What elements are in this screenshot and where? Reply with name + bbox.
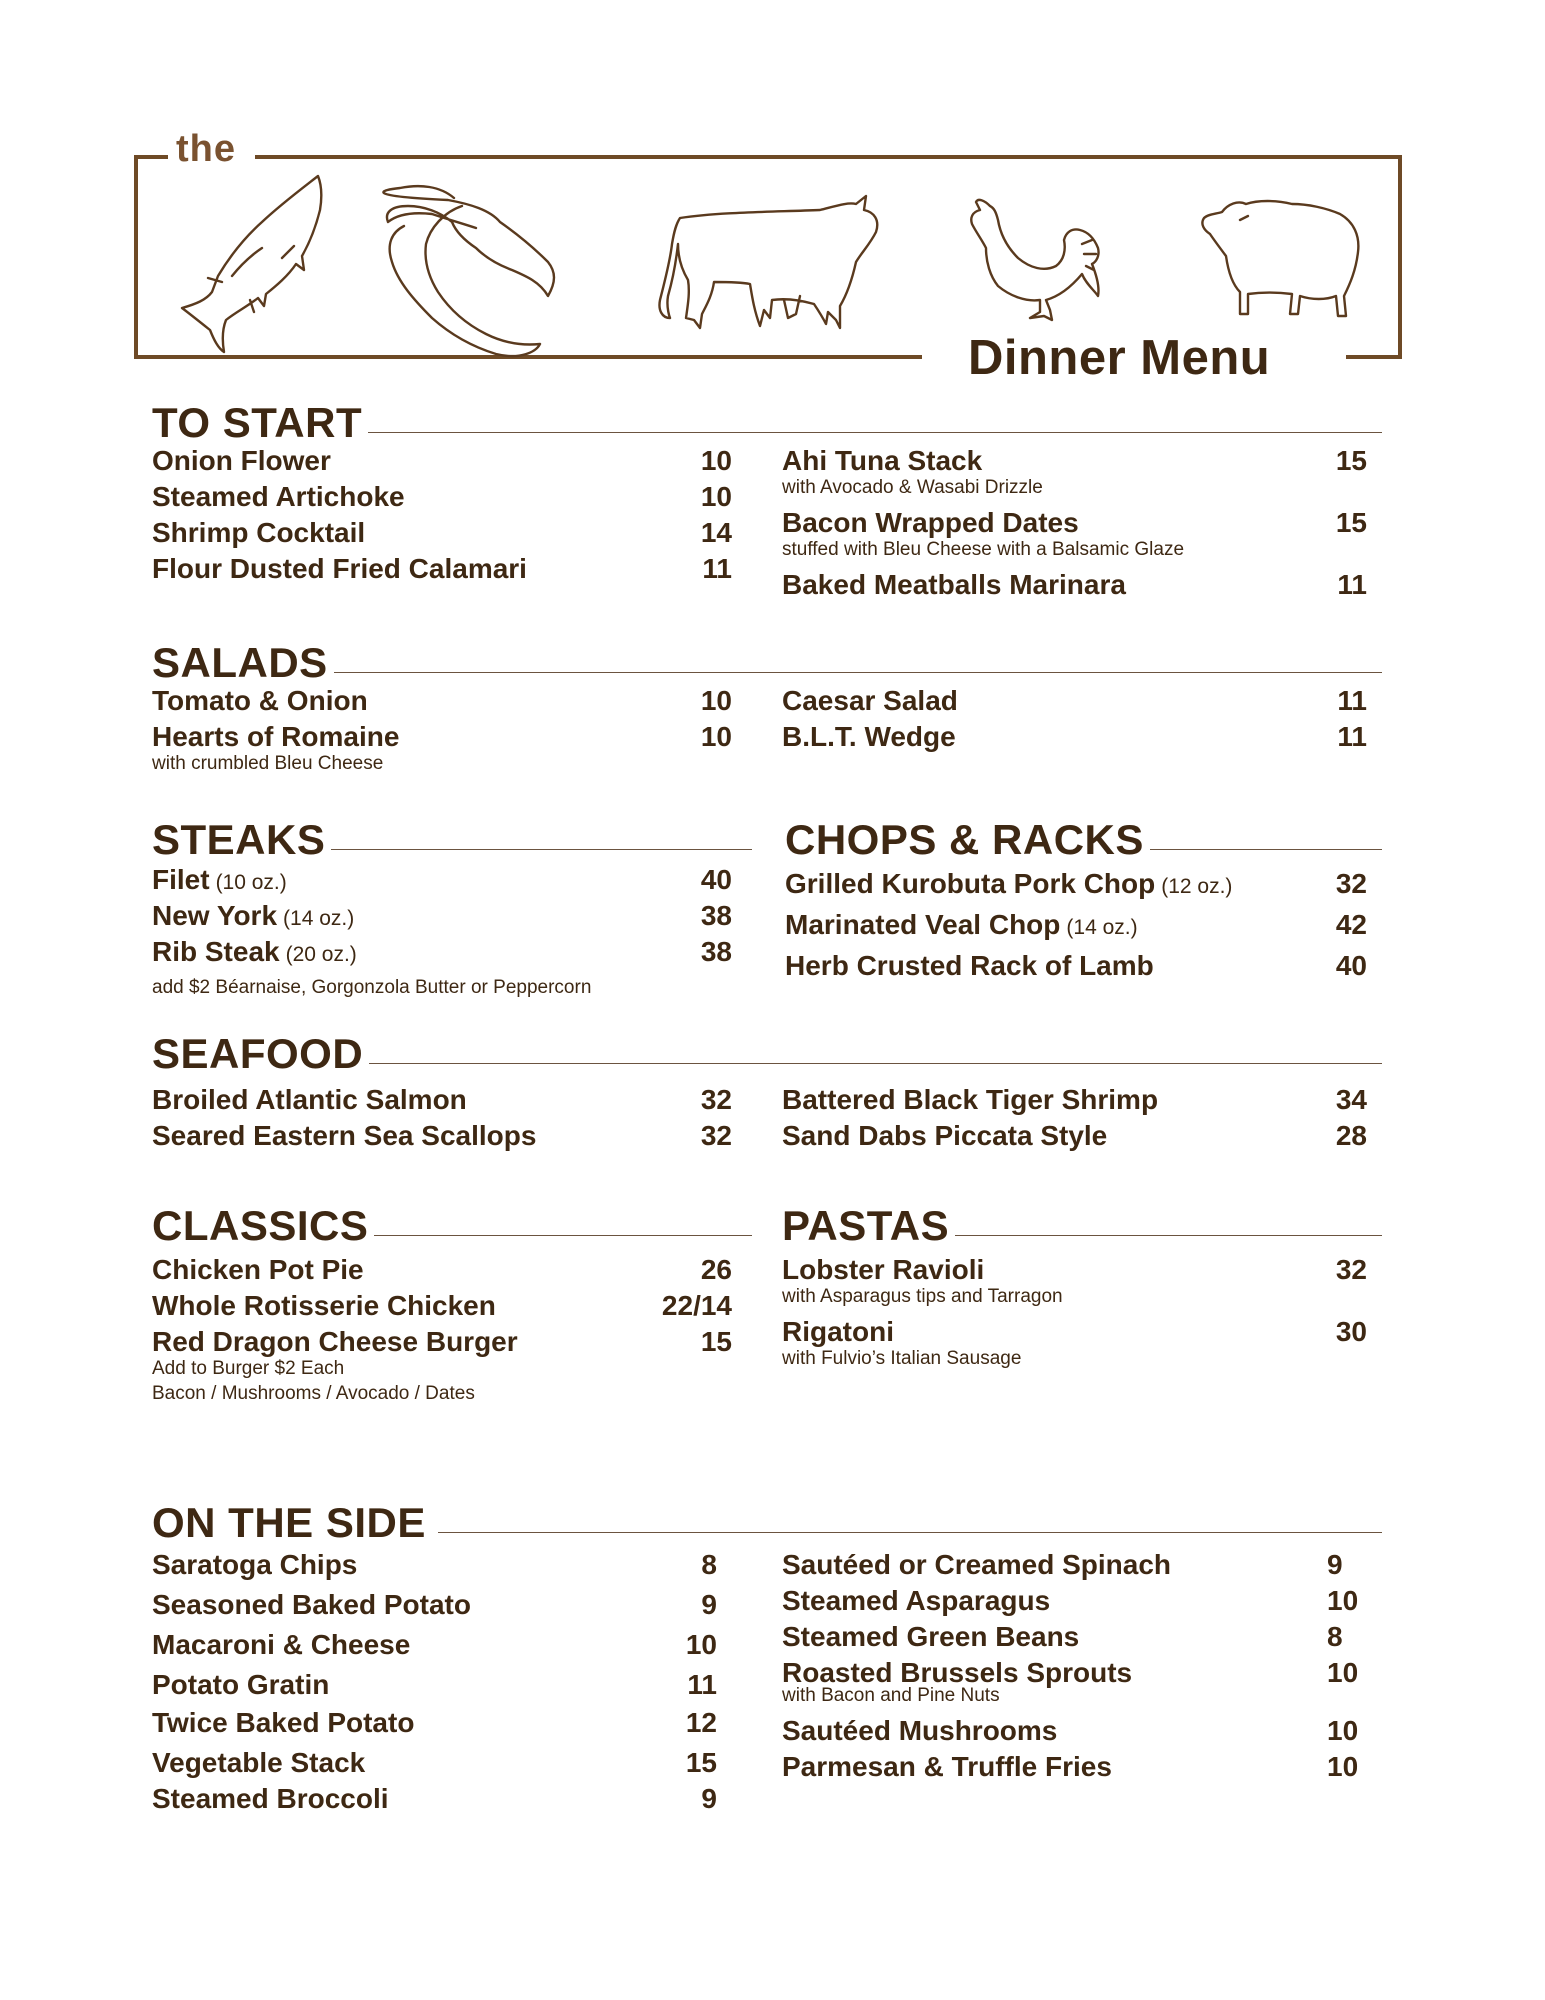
item-name: Steamed Artichoke xyxy=(152,481,405,512)
menu-title: Dinner Menu xyxy=(968,331,1271,385)
item-name: Herb Crusted Rack of Lamb xyxy=(785,950,1154,981)
item-price: 32 xyxy=(700,1120,732,1151)
item-price: 10 xyxy=(1327,1657,1359,1688)
menu-item xyxy=(782,1715,1367,1747)
section-divider xyxy=(334,672,1382,673)
item-name: Steamed Broccoli xyxy=(152,1783,389,1814)
item-name: Potato Gratin xyxy=(152,1669,330,1700)
menu-item xyxy=(152,553,732,585)
menu-item xyxy=(782,507,1367,561)
item-name: Hearts of Romaine xyxy=(152,721,400,752)
menu-item xyxy=(152,1254,732,1286)
item-price: 15 xyxy=(1335,507,1367,538)
menu-item xyxy=(152,1120,732,1152)
item-price: 32 xyxy=(1335,1254,1367,1285)
item-price: 28 xyxy=(1335,1120,1367,1151)
item-name: Whole Rotisserie Chicken xyxy=(152,1290,496,1321)
menu-item xyxy=(782,1120,1367,1152)
item-price: 11 xyxy=(702,553,732,584)
lamb-icon xyxy=(1202,201,1358,316)
menu-item xyxy=(152,1549,717,1581)
item-name: Macaroni & Cheese xyxy=(152,1629,411,1660)
item-name: Caesar Salad xyxy=(782,685,958,716)
menu-item xyxy=(782,721,1367,753)
rooster-icon xyxy=(971,200,1098,320)
menu-item xyxy=(152,1084,732,1116)
menu-item xyxy=(782,1254,1367,1308)
item-name: Sautéed or Creamed Spinach xyxy=(782,1549,1172,1580)
section-chops-racks xyxy=(785,812,1382,1012)
item-price: 9 xyxy=(1327,1549,1343,1580)
section-title: SEAFOOD xyxy=(152,1030,364,1077)
menu-item xyxy=(785,950,1367,982)
item-price: 9 xyxy=(701,1589,717,1620)
item-description: Bacon / Mushrooms / Avocado / Dates xyxy=(152,1383,475,1404)
section-classics xyxy=(152,1198,752,1428)
menu-item xyxy=(782,1657,1367,1707)
item-name: Seasoned Baked Potato xyxy=(152,1589,471,1620)
item-price: 9 xyxy=(701,1783,717,1814)
section-divider xyxy=(955,1235,1382,1236)
section-divider xyxy=(368,432,1382,433)
menu-item xyxy=(152,1669,717,1701)
item-description: Add to Burger $2 Each xyxy=(152,1358,345,1379)
item-name: Chicken Pot Pie xyxy=(152,1254,364,1285)
item-size: (20 oz.) xyxy=(285,943,357,966)
menu-item xyxy=(152,1290,732,1322)
item-price: 12 xyxy=(685,1707,717,1738)
item-name: Grilled Kurobuta Pork Chop xyxy=(785,868,1156,899)
item-name: Seared Eastern Sea Scallops xyxy=(152,1120,537,1151)
menu-item xyxy=(152,1783,717,1815)
section-title: STEAKS xyxy=(152,816,326,863)
section-to-start xyxy=(152,395,1382,600)
item-size: (12 oz.) xyxy=(1161,875,1233,898)
menu-item xyxy=(782,685,1367,717)
item-name: Steamed Green Beans xyxy=(782,1621,1080,1652)
item-price: 10 xyxy=(700,445,732,476)
item-name: B.L.T. Wedge xyxy=(782,721,956,752)
item-price: 40 xyxy=(700,864,732,895)
section-on-the-side xyxy=(152,1495,1382,1855)
section-title: SALADS xyxy=(152,639,328,686)
item-price: 38 xyxy=(700,936,732,967)
menu-item xyxy=(152,721,732,775)
section-divider xyxy=(438,1532,1382,1533)
item-price: 11 xyxy=(1337,685,1367,716)
item-price: 32 xyxy=(1335,868,1367,899)
section-title: TO START xyxy=(152,399,363,446)
menu-item xyxy=(782,1084,1367,1116)
item-price: 22/14 xyxy=(661,1290,732,1321)
section-title: CLASSICS xyxy=(152,1202,369,1249)
item-price: 40 xyxy=(1335,950,1367,981)
item-price: 10 xyxy=(1327,1585,1359,1616)
menu-item xyxy=(152,936,732,968)
menu-item xyxy=(785,868,1367,900)
item-price: 30 xyxy=(1335,1316,1367,1347)
menu-header xyxy=(0,0,1545,400)
item-price: 10 xyxy=(700,481,732,512)
item-name: Bacon Wrapped Dates xyxy=(782,507,1079,538)
item-description: with Avocado & Wasabi Drizzle xyxy=(782,477,1043,498)
menu-item xyxy=(782,1621,1367,1653)
brand-the-text: the xyxy=(176,128,236,170)
menu-item xyxy=(152,685,732,717)
item-name: Tomato & Onion xyxy=(152,685,368,716)
item-name: Onion Flower xyxy=(152,445,331,476)
item-name: Sand Dabs Piccata Style xyxy=(782,1120,1108,1151)
menu-item xyxy=(152,1589,717,1621)
item-name: Sautéed Mushrooms xyxy=(782,1715,1058,1746)
menu-item xyxy=(782,569,1367,601)
item-description: with Bacon and Pine Nuts xyxy=(782,1685,1000,1706)
item-name: Saratoga Chips xyxy=(152,1549,358,1580)
item-price: 15 xyxy=(700,1326,732,1357)
item-price: 10 xyxy=(685,1629,717,1660)
menu-item xyxy=(782,1549,1367,1581)
item-name: Filet xyxy=(152,864,210,895)
item-name: Rib Steak xyxy=(152,936,280,967)
item-name: Battered Black Tiger Shrimp xyxy=(782,1084,1159,1115)
menu-item xyxy=(152,481,732,513)
section-steaks xyxy=(152,812,752,1012)
shrimp-icon xyxy=(383,186,554,356)
menu-item xyxy=(782,1585,1367,1617)
item-name: Parmesan & Truffle Fries xyxy=(782,1751,1112,1782)
item-price: 38 xyxy=(700,900,732,931)
item-name: Flour Dusted Fried Calamari xyxy=(152,553,527,584)
item-price: 42 xyxy=(1335,909,1367,940)
item-price: 10 xyxy=(1327,1715,1359,1746)
section-divider xyxy=(1150,849,1382,850)
menu-item xyxy=(152,517,732,549)
item-name: Lobster Ravioli xyxy=(782,1254,985,1285)
item-description: stuffed with Bleu Cheese with a Balsamic Glaze xyxy=(782,539,1185,560)
menu-item xyxy=(152,1707,717,1739)
item-name: Red Dragon Cheese Burger xyxy=(152,1326,518,1357)
item-description: with Fulvio’s Italian Sausage xyxy=(782,1348,1022,1369)
item-name: Shrimp Cocktail xyxy=(152,517,366,548)
section-title: PASTAS xyxy=(782,1202,950,1249)
menu-item xyxy=(152,1747,717,1779)
menu-item xyxy=(782,1751,1367,1783)
item-price: 8 xyxy=(701,1549,717,1580)
header-frame xyxy=(0,0,1545,400)
section-title: CHOPS & RACKS xyxy=(785,816,1144,863)
item-name: New York xyxy=(152,900,278,931)
section-seafood xyxy=(152,1026,1382,1176)
item-name: Vegetable Stack xyxy=(152,1747,366,1778)
item-price: 10 xyxy=(700,721,732,752)
section-divider xyxy=(369,1063,1382,1064)
item-price: 10 xyxy=(700,685,732,716)
item-price: 8 xyxy=(1327,1621,1343,1652)
menu-item xyxy=(785,909,1367,941)
item-name: Steamed Asparagus xyxy=(782,1585,1051,1616)
item-price: 11 xyxy=(687,1669,717,1700)
section-title: ON THE SIDE xyxy=(152,1499,426,1546)
section-divider xyxy=(374,1235,752,1236)
item-price: 11 xyxy=(1337,569,1367,600)
menu-item xyxy=(152,1326,732,1405)
fish-icon xyxy=(182,176,321,352)
item-name: Ahi Tuna Stack xyxy=(782,445,983,476)
section-pastas xyxy=(782,1198,1382,1398)
steaks-addon-note: add $2 Béarnaise, Gorgonzola Butter or Peppercorn xyxy=(152,977,592,998)
item-price: 26 xyxy=(700,1254,732,1285)
item-size: (10 oz.) xyxy=(215,871,287,894)
item-name: Baked Meatballs Marinara xyxy=(782,569,1126,600)
item-price: 15 xyxy=(685,1747,717,1778)
item-name: Roasted Brussels Sprouts xyxy=(782,1657,1133,1688)
item-name: Twice Baked Potato xyxy=(152,1707,415,1738)
menu-item xyxy=(152,1629,717,1661)
item-price: 34 xyxy=(1335,1084,1367,1115)
section-salads xyxy=(152,635,1382,785)
item-name: Marinated Veal Chop xyxy=(785,909,1061,940)
menu-item xyxy=(782,445,1367,499)
item-price: 32 xyxy=(700,1084,732,1115)
menu-item xyxy=(152,445,732,477)
item-name: Broiled Atlantic Salmon xyxy=(152,1084,467,1115)
section-divider xyxy=(331,849,752,850)
cow-icon xyxy=(659,196,877,328)
item-description: with crumbled Bleu Cheese xyxy=(152,753,384,774)
item-price: 11 xyxy=(1337,721,1367,752)
item-price: 15 xyxy=(1335,445,1367,476)
item-description: with Asparagus tips and Tarragon xyxy=(782,1286,1063,1307)
menu-item xyxy=(152,900,732,932)
item-size: (14 oz.) xyxy=(1066,916,1138,939)
menu-item xyxy=(152,864,732,896)
menu-item xyxy=(782,1316,1367,1370)
item-price: 10 xyxy=(1327,1751,1359,1782)
item-name: Rigatoni xyxy=(782,1316,894,1347)
item-size: (14 oz.) xyxy=(283,907,355,930)
item-price: 14 xyxy=(700,517,732,548)
